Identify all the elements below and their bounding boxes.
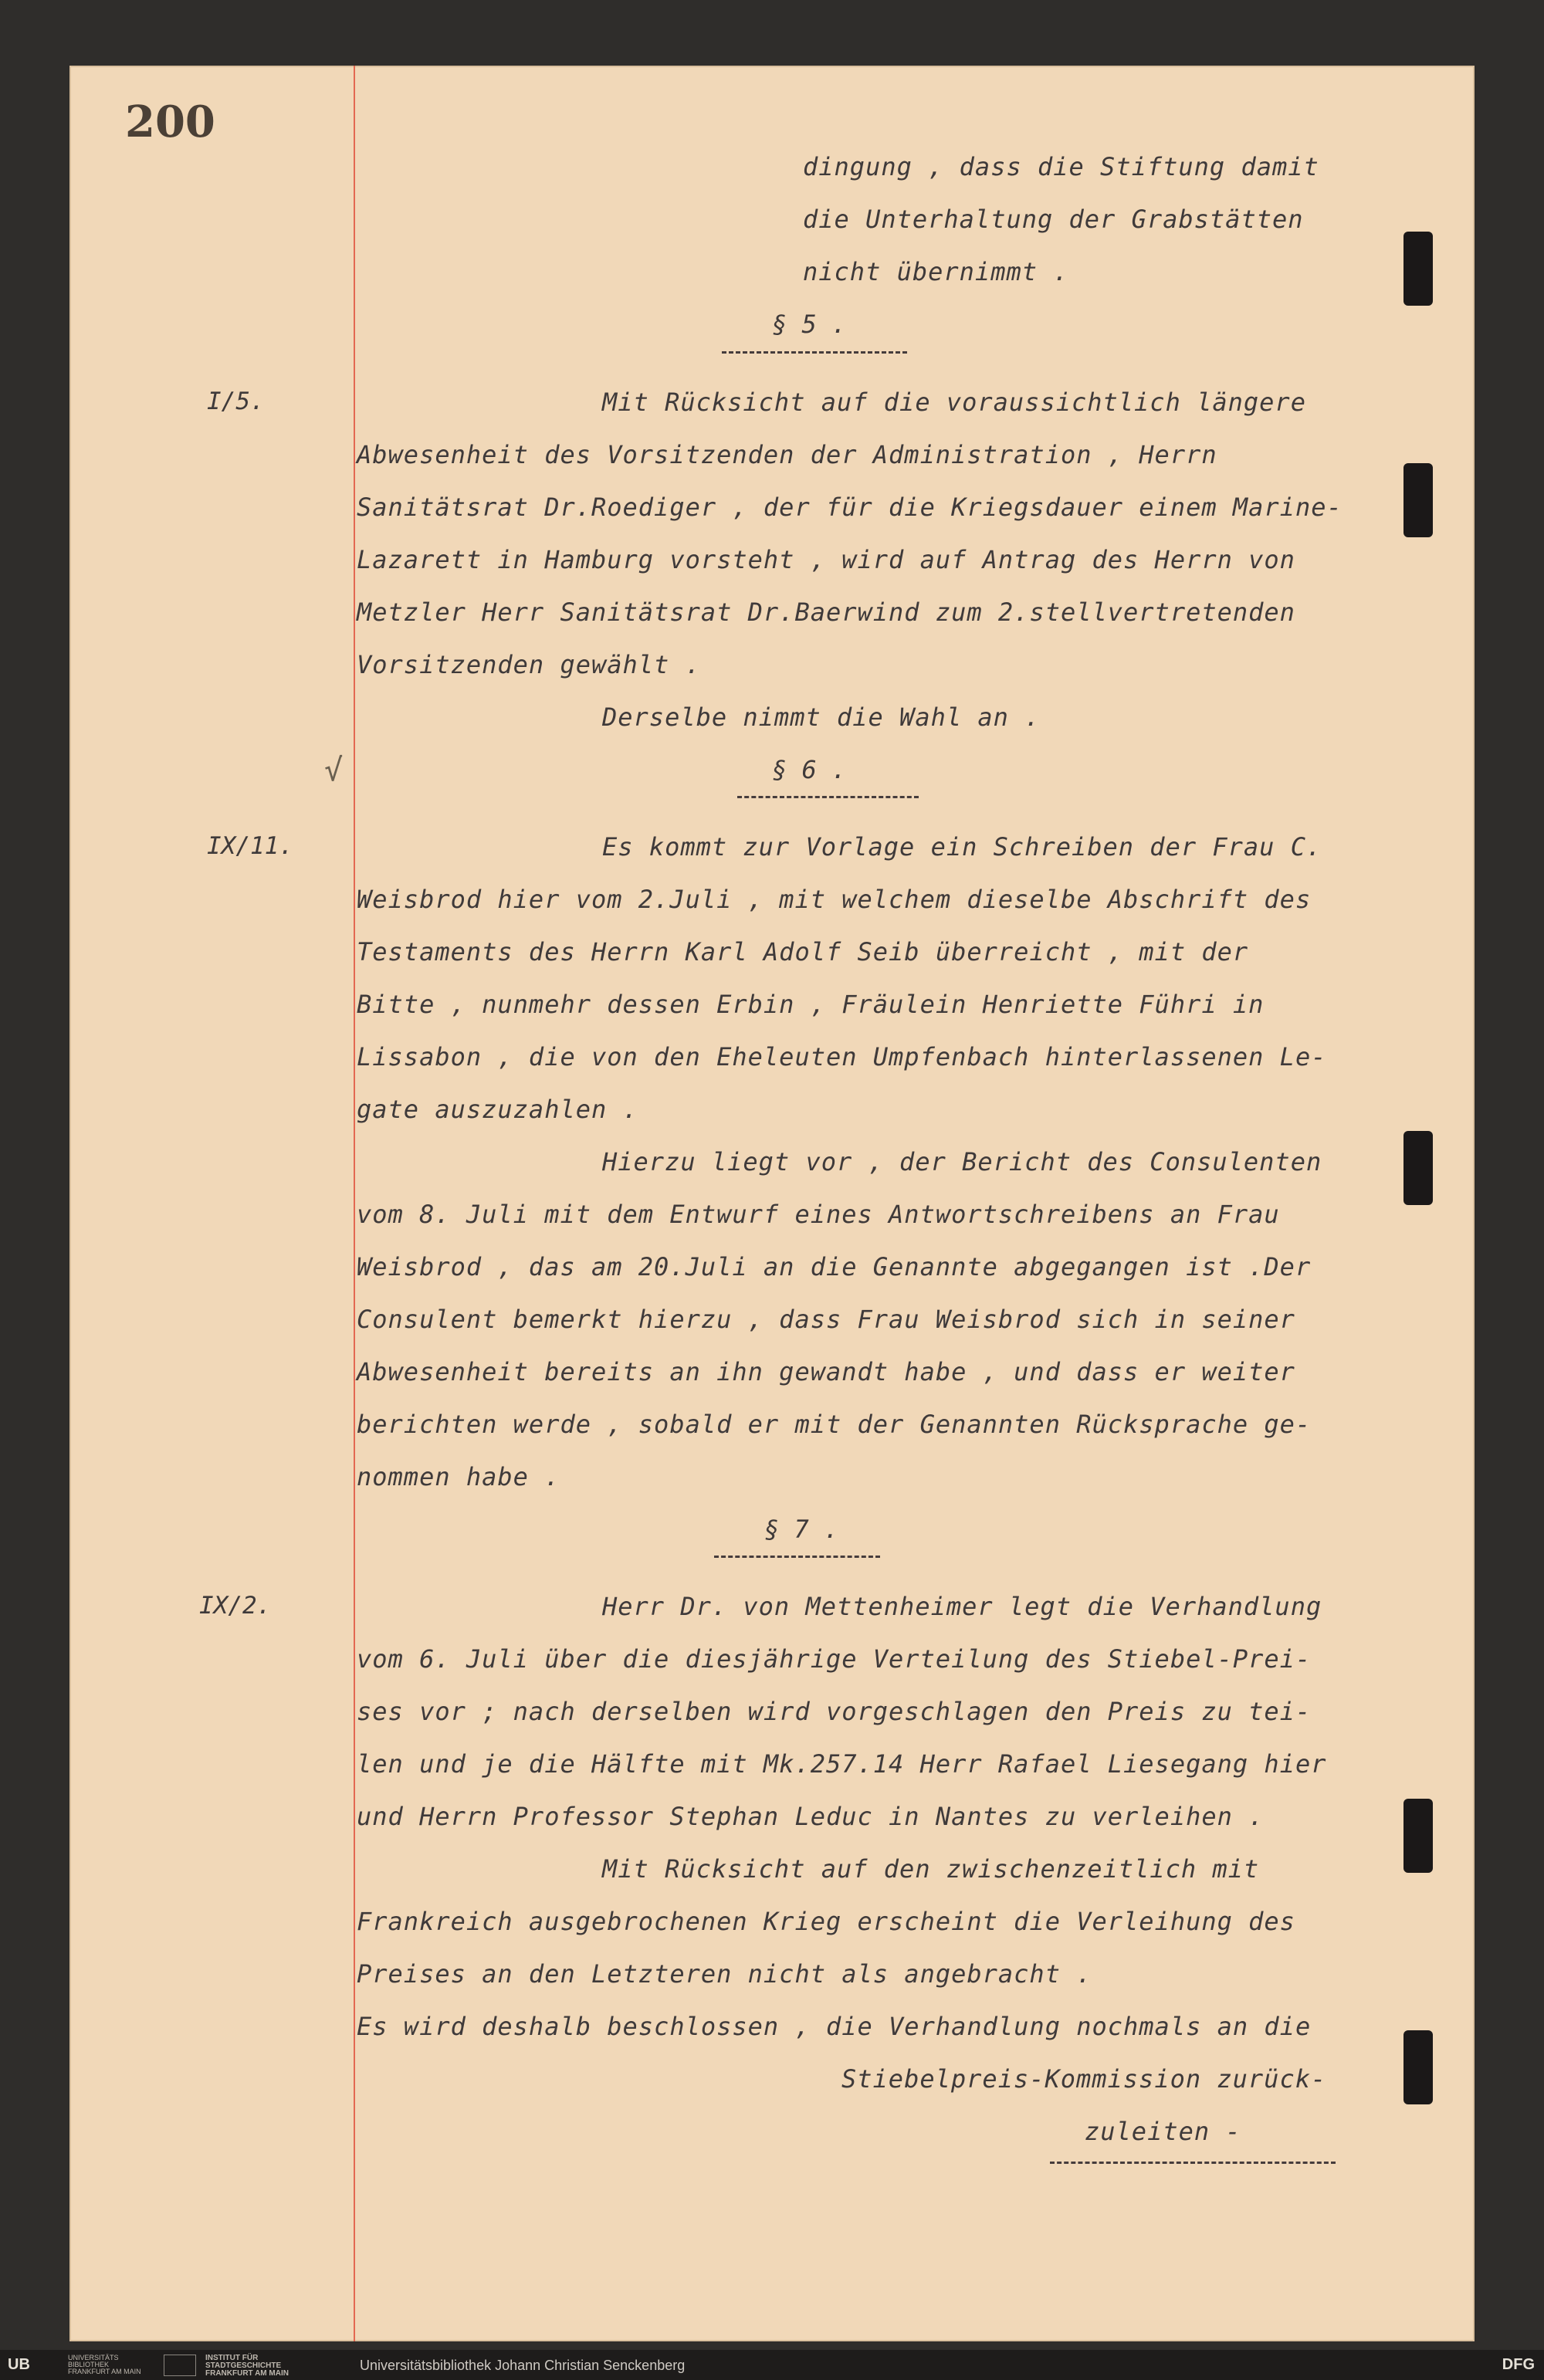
ub-logo: UB	[8, 2356, 30, 2373]
text-line: vom 6. Juli über die diesjährige Verteilung des Stiebel-Prei-	[357, 1644, 1312, 1674]
text-line: gate auszuzahlen .	[357, 1095, 638, 1124]
margin-reference: IX/11.	[207, 832, 293, 860]
text-line: Lissabon , die von den Eheleuten Umpfenbach hinterlassenen Le-	[357, 1042, 1327, 1072]
text-line: Preises an den Letzteren nicht als angebracht .	[357, 1959, 1092, 1989]
text-line: Testaments des Herrn Karl Adolf Seib überreicht , mit der	[357, 937, 1249, 967]
scan-tab-marker	[1403, 1131, 1433, 1205]
text-line: Abwesenheit bereits an ihn gewandt habe , und dass er weiter	[357, 1357, 1295, 1386]
institute-logo-icon	[164, 2355, 196, 2376]
text-line: nommen habe .	[357, 1462, 560, 1491]
scan-tab-marker	[1403, 463, 1433, 537]
scan-tab-marker	[1403, 232, 1433, 306]
text-line: Weisbrod , das am 20.Juli an die Genannte abgegangen ist .Der	[357, 1252, 1312, 1281]
dfg-logo: DFG	[1502, 2356, 1535, 2373]
text-line: Mit Rücksicht auf den zwischenzeitlich mit	[602, 1854, 1260, 1884]
text-line: Herr Dr. von Mettenheimer legt die Verhandlung	[602, 1592, 1322, 1621]
text-line: Bitte , nunmehr dessen Erbin , Fräulein Henriette Führi in	[357, 990, 1265, 1019]
scan-tab-marker	[1403, 1799, 1433, 1873]
margin-line	[354, 66, 355, 2341]
text-line: Es kommt zur Vorlage ein Schreiben der Frau C.	[602, 832, 1322, 862]
section-underline	[722, 351, 907, 354]
text-line: vom 8. Juli mit dem Entwurf eines Antwortschreibens an Frau	[357, 1200, 1280, 1229]
text-line: die Unterhaltung der Grabstätten	[803, 205, 1304, 234]
document-page	[69, 66, 1475, 2341]
text-line: zuleiten -	[1085, 2117, 1241, 2146]
section-underline	[737, 796, 919, 798]
margin-reference: I/5.	[207, 388, 265, 415]
text-line: Vorsitzenden gewählt .	[357, 650, 701, 679]
text-line: Frankreich ausgebrochenen Krieg erscheint die Verleihung des	[357, 1907, 1295, 1936]
institute-logo-text: INSTITUT FÜR STADTGESCHICHTE FRANKFURT AM MAIN	[205, 2354, 289, 2378]
text-line: Abwesenheit des Vorsitzenden der Administration , Herrn	[357, 440, 1217, 469]
text-line: len und je die Hälfte mit Mk.257.14 Herr Rafael Liesegang hier	[357, 1749, 1327, 1779]
text-line: Mit Rücksicht auf die voraussichtlich längere	[602, 388, 1306, 417]
section-underline	[714, 1556, 880, 1558]
text-line: Lazarett in Hamburg vorsteht , wird auf Antrag des Herrn von	[357, 545, 1295, 574]
text-line: Hierzu liegt vor , der Bericht des Consulenten	[602, 1147, 1322, 1176]
text-line: Stiebelpreis-Kommission zurück-	[841, 2064, 1327, 2094]
text-line: dingung , dass die Stiftung damit	[803, 152, 1319, 181]
text-line: Derselbe nimmt die Wahl an .	[602, 702, 1041, 732]
section-heading-7: § 7 .	[764, 1515, 839, 1544]
margin-reference: IX/2.	[199, 1592, 272, 1620]
ub-logo-subtitle: UNIVERSITÄTS BIBLIOTHEK FRANKFURT AM MAIN	[68, 2354, 141, 2375]
text-line: Weisbrod hier vom 2.Juli , mit welchem dieselbe Abschrift des	[357, 885, 1312, 914]
text-line: Consulent bemerkt hierzu , dass Frau Weisbrod sich in seiner	[357, 1305, 1295, 1334]
text-line: Sanitätsrat Dr.Roediger , der für die Kriegsdauer einem Marine-	[357, 493, 1343, 522]
scan-tab-marker	[1403, 2030, 1433, 2104]
check-mark: √	[324, 753, 344, 788]
text-line: und Herrn Professor Stephan Leduc in Nantes zu verleihen .	[357, 1802, 1265, 1831]
library-name: Universitätsbibliothek Johann Christian Senckenberg	[360, 2358, 686, 2373]
text-line: nicht übernimmt .	[803, 257, 1069, 286]
closing-underline	[1050, 2162, 1336, 2164]
footer-bar	[0, 2350, 1544, 2380]
page-number: 200	[125, 96, 215, 147]
text-line: ses vor ; nach derselben wird vorgeschlagen den Preis zu tei-	[357, 1697, 1312, 1726]
section-heading-5: § 5 .	[772, 310, 847, 339]
section-heading-6: § 6 .	[772, 755, 847, 784]
text-line: Es wird deshalb beschlossen , die Verhandlung nochmals an die	[357, 2012, 1312, 2041]
text-line: berichten werde , sobald er mit der Genannten Rücksprache ge-	[357, 1410, 1312, 1439]
text-line: Metzler Herr Sanitätsrat Dr.Baerwind zum 2.stellvertretenden	[357, 598, 1295, 627]
